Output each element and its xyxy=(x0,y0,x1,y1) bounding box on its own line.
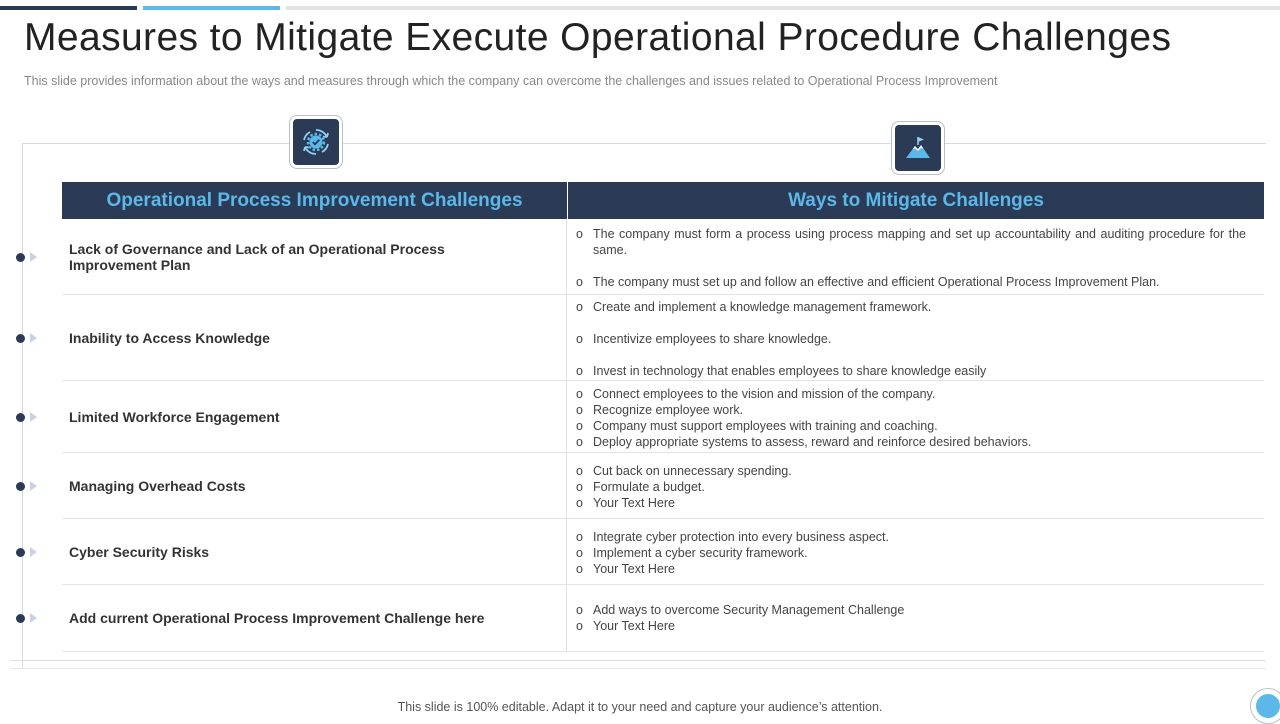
bullet-item: o The company must set up and follow an effective and efficient Operational Process Improvement Plan. xyxy=(576,275,1160,289)
top-accent-bar-blue xyxy=(143,6,280,10)
table-row xyxy=(62,220,1264,295)
frame-line-bottom-2 xyxy=(10,668,1266,669)
bullet-circle-icon: o xyxy=(576,300,583,314)
challenge-text: Cyber Security Risks xyxy=(69,543,210,560)
row-marker-icon xyxy=(16,332,42,344)
bullet-item: o Recognize employee work. xyxy=(576,403,744,417)
challenge-cell xyxy=(62,295,567,380)
mountain-flag-icon xyxy=(895,125,941,171)
header-challenges: Operational Process Improvement Challenges xyxy=(62,182,568,219)
bullet-item: o Your Text Here xyxy=(576,562,675,576)
bullet-circle-icon: o xyxy=(576,546,583,560)
bullet-circle-icon: o xyxy=(576,562,583,576)
bullet-item: o Integrate cyber protection into every business aspect. xyxy=(576,530,889,544)
bullet-circle-icon: o xyxy=(576,435,583,449)
top-accent-bar-gray xyxy=(286,6,1280,10)
ways-cell xyxy=(567,295,1264,380)
table-header xyxy=(62,182,1264,219)
challenge-cell xyxy=(62,381,567,452)
ways-cell xyxy=(567,453,1264,518)
challenge-cell xyxy=(62,585,567,651)
bullet-item: o Your Text Here xyxy=(576,496,675,510)
bullet-item: o Formulate a budget. xyxy=(576,480,705,494)
row-marker-icon xyxy=(16,612,42,624)
bullet-circle-icon: o xyxy=(576,387,583,401)
ways-cell xyxy=(567,585,1264,651)
bullet-circle-icon: o xyxy=(576,530,583,544)
bullet-circle-icon: o xyxy=(576,227,583,241)
bullet-item: o Invest in technology that enables employees to share knowledge easily xyxy=(576,364,987,378)
table-row xyxy=(62,295,1264,381)
top-accent-bar-navy xyxy=(0,6,137,10)
table-row xyxy=(62,585,1264,652)
bullet-circle-icon: o xyxy=(576,332,583,346)
ways-cell xyxy=(567,220,1264,294)
bullet-circle-icon: o xyxy=(576,603,583,617)
bullet-item: o Add ways to overcome Security Management Challenge xyxy=(576,603,905,617)
bullet-item: o Deploy appropriate systems to assess, reward and reinforce desired behaviors. xyxy=(576,435,1032,449)
challenge-text: Limited Workforce Engagement xyxy=(69,408,280,425)
bullet-circle-icon: o xyxy=(576,275,583,289)
bullet-circle-icon: o xyxy=(576,403,583,417)
bullet-circle-icon: o xyxy=(576,419,583,433)
bullet-circle-icon: o xyxy=(576,480,583,494)
bullet-item: o Incentivize employees to share knowledge. xyxy=(576,332,832,346)
challenge-cell xyxy=(62,220,567,294)
bullet-item: o Cut back on unnecessary spending. xyxy=(576,464,792,478)
frame-line-top xyxy=(22,143,1266,144)
bullet-circle-icon: o xyxy=(576,619,583,633)
challenge-text: Add current Operational Process Improvement Challenge here xyxy=(69,610,485,626)
page-title: Measures to Mitigate Execute Operational Procedure Challenges xyxy=(24,16,1172,59)
bullet-item: o The company must form a process using process mapping and set up accountability and auditing procedure for the same. xyxy=(576,227,1246,257)
ways-cell xyxy=(567,381,1264,452)
row-marker-icon xyxy=(16,411,42,423)
challenge-text: Managing Overhead Costs xyxy=(69,477,246,494)
frame-line-left xyxy=(22,143,23,668)
bullet-item: o Company must support employees with training and coaching. xyxy=(576,419,938,433)
row-marker-icon xyxy=(16,480,42,492)
bullet-item: o Connect employees to the vision and mission of the company. xyxy=(576,387,936,401)
bullet-item: o Implement a cyber security framework. xyxy=(576,546,808,560)
page-subtitle: This slide provides information about the ways and measures through which the company can overcome the challenges and issues related to Operational Process Improvement xyxy=(24,74,998,88)
challenge-cell xyxy=(62,519,567,584)
row-marker-icon xyxy=(16,546,42,558)
bullet-item: o Create and implement a knowledge management framework. xyxy=(576,300,932,314)
row-marker-icon xyxy=(16,251,42,263)
frame-line-bottom xyxy=(10,660,1266,661)
bullet-circle-icon: o xyxy=(576,364,583,378)
bullet-item: o Your Text Here xyxy=(576,619,675,633)
footer-note: This slide is 100% editable. Adapt it to your need and capture your audience’s attention. xyxy=(397,700,883,714)
bullet-circle-icon: o xyxy=(576,496,583,510)
bullet-circle-icon: o xyxy=(576,464,583,478)
table-row xyxy=(62,453,1264,519)
table-row xyxy=(62,519,1264,585)
corner-circle-icon xyxy=(1250,688,1280,724)
ways-cell xyxy=(567,519,1264,584)
challenge-text: Inability to Access Knowledge xyxy=(69,329,270,346)
header-ways: Ways to Mitigate Challenges xyxy=(788,189,1044,211)
challenge-text: Lack of Governance and Lack of an Operational Process Improvement Plan xyxy=(69,241,445,273)
table-row xyxy=(62,381,1264,453)
challenge-cell xyxy=(62,453,567,518)
gear-cycle-icon xyxy=(293,119,339,165)
